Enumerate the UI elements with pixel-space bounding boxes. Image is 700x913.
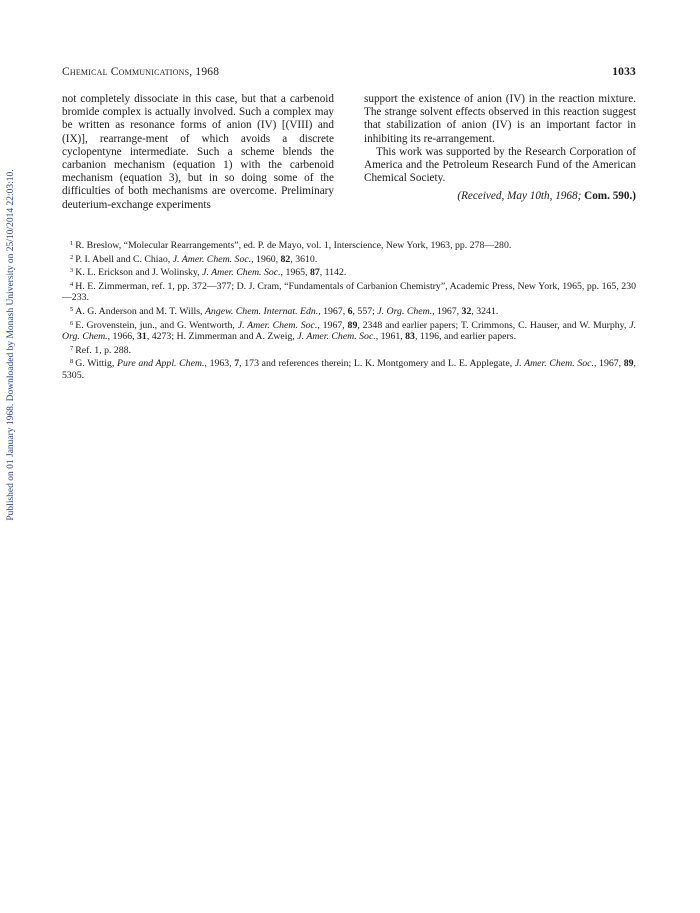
reference-text: , 1965,: [280, 267, 310, 279]
reference-number: 4: [70, 280, 74, 288]
volume-number: 83: [405, 331, 415, 343]
volume-number: 31: [137, 331, 147, 343]
left-column: [62, 93, 334, 212]
reference-text: , 1960,: [251, 253, 281, 265]
reference-text: G. Wittig,: [75, 358, 118, 370]
reference-item: [62, 279, 636, 304]
reference-text: , 5305.: [62, 358, 636, 381]
journal-name: Pure and Appl. Chem.: [117, 358, 205, 370]
reference-number: 6: [70, 319, 74, 327]
reference-number: 5: [70, 305, 74, 313]
journal-name: J. Amer. Chem. Soc.: [237, 319, 318, 331]
volume-number: 82: [280, 253, 291, 265]
reference-text: A. G. Anderson and M. T. Wills,: [75, 305, 205, 317]
journal-name: Angew. Chem. Internat. Edn.: [204, 305, 319, 317]
page-header: [62, 66, 636, 82]
reference-text: , 1196, and earlier papers.: [414, 331, 517, 343]
volume-number: 87: [309, 267, 320, 279]
reference-text: H. E. Zimmerman, ref. 1, pp. 372—377; D. J. Cram, “Fundamentals of Carbanion Chemistry”, Academic Press, New York, 1965, pp. 165, 230—233.: [62, 280, 636, 304]
journal-name: J. Amer. Chem. Soc.: [297, 331, 376, 343]
journal-name: J. Org. Chem.: [377, 305, 433, 317]
reference-text: P. I. Abell and C. Chiao,: [75, 253, 173, 265]
reference-text: , 173 and references therein; L. K. Montgomery and L. E. Applegate,: [239, 358, 515, 370]
reference-text: , 2348 and earlier papers; T. Crimmons, C. Hauser, and W. Murphy,: [357, 319, 630, 331]
reference-item: [62, 343, 636, 357]
volume-number: 7: [234, 358, 240, 370]
volume-number: 89: [623, 358, 634, 370]
reference-item: [62, 265, 636, 279]
reference-number: 7: [70, 344, 74, 352]
received-line: [364, 190, 636, 203]
right-column: [364, 93, 636, 204]
reference-item: [62, 304, 636, 318]
reference-text: , 1966,: [107, 331, 138, 343]
reference-text: , 3610.: [290, 253, 318, 265]
journal-title: Chemical Communications, 1968: [62, 66, 220, 78]
reference-text: , 3241.: [471, 305, 499, 317]
reference-text: , 1967,: [432, 305, 462, 317]
reference-number: 2: [70, 253, 74, 261]
reference-text: Ref. 1, p. 288.: [75, 344, 132, 356]
communication-number: Com. 590.): [584, 190, 636, 203]
reference-text: , 1967,: [593, 358, 624, 370]
reference-text: , 557;: [352, 305, 378, 317]
journal-name: J. Amer. Chem. Soc.: [514, 358, 594, 370]
reference-text: , 1142.: [319, 267, 347, 279]
received-prefix: (Received,: [457, 190, 505, 203]
reference-text: , 1967,: [317, 319, 348, 331]
reference-number: 3: [70, 267, 74, 275]
references-list: [62, 238, 636, 382]
journal-name: J. Amer. Chem. Soc.: [202, 267, 281, 279]
reference-text: E. Grovenstein, jun., and G. Wentworth,: [75, 319, 238, 331]
reference-number: 1: [70, 240, 74, 247]
volume-number: 89: [347, 319, 358, 331]
journal-name: J. Amer. Chem. Soc.: [172, 253, 252, 265]
page-number: 1033: [612, 66, 636, 78]
reference-item: [62, 318, 636, 343]
reference-item: [62, 356, 636, 381]
reference-number: 8: [70, 358, 74, 366]
journal-name: J. Org. Chem.: [62, 319, 637, 343]
download-watermark: [3, 0, 19, 913]
volume-number: 6: [347, 305, 353, 317]
acknowledgement-paragraph: This work was supported by the Research Corporation of America and the Petroleum Research Fund of the American Chemical Society.: [364, 145, 636, 185]
right-paragraph: support the existence of anion (IV) in the reaction mixture. The strange solvent effects observed in this reaction suggest that stabilization of anion (IV) is an important factor in inhibiting its re-arrangement.: [364, 93, 636, 145]
volume-number: 32: [461, 305, 472, 317]
reference-text: , 4273; H. Zimmerman and A. Zweig,: [146, 331, 298, 343]
reference-text: K. L. Erickson and J. Wolinsky,: [75, 267, 203, 279]
download-watermark-text: Published on 01 January 1968. Downloaded by Monash University on 25/10/2014 22:03:10.: [6, 169, 16, 521]
received-date: May 10th, 1968;: [507, 190, 582, 203]
reference-text: , 1961,: [375, 331, 406, 343]
reference-text: R. Breslow, “Molecular Rearrangements”, ed. P. de Mayo, vol. 1, Interscience, New York, 1963, pp. 278—280.: [75, 240, 512, 251]
reference-text: , 1967,: [318, 305, 348, 317]
reference-item: [62, 238, 636, 252]
reference-text: , 1963,: [204, 358, 235, 370]
reference-item: [62, 252, 636, 266]
left-paragraph: not completely dissociate in this case, but that a carbenoid bromide complex is actually involved. Such a complex may be written as resonance forms of anion (IV) [(VIII) and (IX)], rearrange-ment of which avoids a discrete cyclopentyne intermediate. Such a scheme blends the carbanion mechanism (equation 1) with the carbenoid mechanism (equation 3), but in so doing some of the difficulties of both mechanisms are overcome. Preliminary deuterium-exchange experiments: [62, 93, 334, 211]
